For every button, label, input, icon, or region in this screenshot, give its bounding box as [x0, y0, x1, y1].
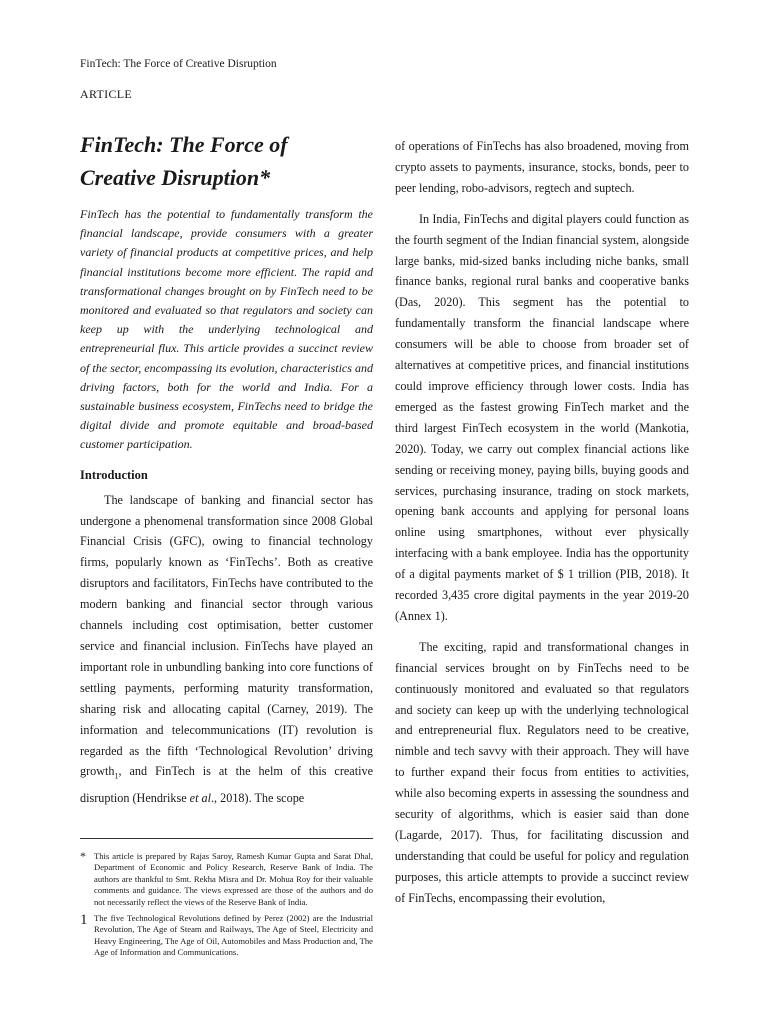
right-column [395, 136, 689, 919]
footnote-text: This article is prepared by Rajas Saroy, Ramesh Kumar Gupta and Sarat Dhal, Department of Economic and Policy Research, Reserve Bank of India. The authors are thankful to Smt. Rekha Misra and Dr. Mohua Roy for their valuable comments and guidance. The views expressed are those of the authors and do not necessarily reflect the views of the Reserve Bank of India. [94, 851, 373, 907]
footnote-1 [80, 913, 373, 959]
section-label: ARTICLE [80, 87, 133, 101]
intro-text-part-2: , and FinTech is at the helm of this creative disruption (Hendrikse [80, 764, 373, 805]
footnote-marker: 1 [80, 912, 88, 929]
footnote-marker: * [80, 849, 86, 863]
footnote-ref-1[interactable]: 1 [114, 771, 119, 781]
et-al: et al [189, 790, 211, 805]
left-column [80, 128, 373, 809]
title-line-1: FinTech: The Force of [80, 132, 288, 157]
intro-text-part-3: ., 2018). The scope [211, 790, 305, 805]
footnotes [80, 838, 373, 964]
right-paragraph-3: The exciting, rapid and transformational changes in financial services brought on by FinTechs need to be continuously monitored and evaluated so that regulators and society can keep up with the underlying technological and entrepreneurial flux. Regulators need to be creative, nimble and tech savvy with their approach. They will have to further expand their focus from entities to activities, while also becoming experts in assessing the soundness and security of algorithms, which is easier said than done (Lagarde, 2017). Thus, for facilitating discussion and understanding that could be useful for policy and regulation purposes, this article attempts to provide a succinct review of FinTechs, encompassing their evolution, [395, 639, 689, 905]
running-header: FinTech: The Force of Creative Disruption [80, 58, 277, 70]
article-title [80, 128, 373, 194]
introduction-heading: Introduction [80, 467, 148, 482]
intro-paragraph [80, 490, 373, 809]
intro-text-part-1: The landscape of banking and financial sector has undergone a phenomenal transformation since 2008 Global Financial Crisis (GFC), owing to financial technology firms, popularly known as ‘FinTechs’. Both as creative disruptors and facilitators, FinTechs have contributed to the modern banking and financial sector through various channels including cost optimisation, better customer service and financial inclusion. FinTechs have played an important role in unbundling banking into core functions of settling payments, performing maturity transformation, sharing risk and allocating capital (Carney, 2019). The information and telecommunications (IT) revolution is regarded as the fifth ‘Technological Revolution’ driving growth [80, 492, 373, 779]
footnote-author [80, 851, 373, 908]
right-paragraph-1: of operations of FinTechs has also broadened, moving from crypto assets to payments, insurance, stocks, bonds, peer to peer lending, robo-advisors, regtech and suptech. [395, 139, 689, 195]
footnote-text: The five Technological Revolutions defined by Perez (2002) are the Industrial Revolution, The Age of Steam and Railways, The Age of Steel, Electricity and Heavy Engineering, The Age of Oil, Automobiles and Mass Production and, The Age of Information and Communications. [94, 913, 373, 958]
title-line-2: Creative Disruption* [80, 165, 271, 190]
right-paragraph-2: In India, FinTechs and digital players could function as the fourth segment of the Indian financial system, alongside large banks, mid-sized banks including niche banks, small finance banks, regional rural banks and cooperative banks (Das, 2020). This segment has the potential to fundamentally transform the financial landscape where consumers will be able to choose from broader set of alternatives at competitive prices, and financial institutions could improve efficiency through lower costs. India has emerged as the fastest growing FinTech market and the third largest FinTech ecosystem in the world (Mankotia, 2020). Today, we carry out complex financial actions like sending or receiving money, paying bills, buying goods and services, purchasing insurance, trading on stock markets, opening bank accounts and applying for personal loans online using smartphones, without ever physically interfacing with a bank employee. India has the opportunity of a digital payments market of $ 1 trillion (PIB, 2018). It recorded 3,435 crore digital payments in the year 2019-20 (Annex 1). [395, 211, 689, 623]
abstract: FinTech has the potential to fundamentally transform the financial landscape, provide consumers with a greater variety of financial products at competitive prices, and help financial institutions become more efficient. The rapid and transformational changes brought on by FinTech need to be monitored and evaluated so that regulators and society can keep up with the underlying technological and entrepreneurial flux. This article provides a succinct review of the sector, encompassing its evolution, characteristics and driving factors, both for the world and India. For a sustainable business ecosystem, FinTechs need to bridge the digital divide and promote equitable and broad-based customer participation. [80, 207, 373, 452]
